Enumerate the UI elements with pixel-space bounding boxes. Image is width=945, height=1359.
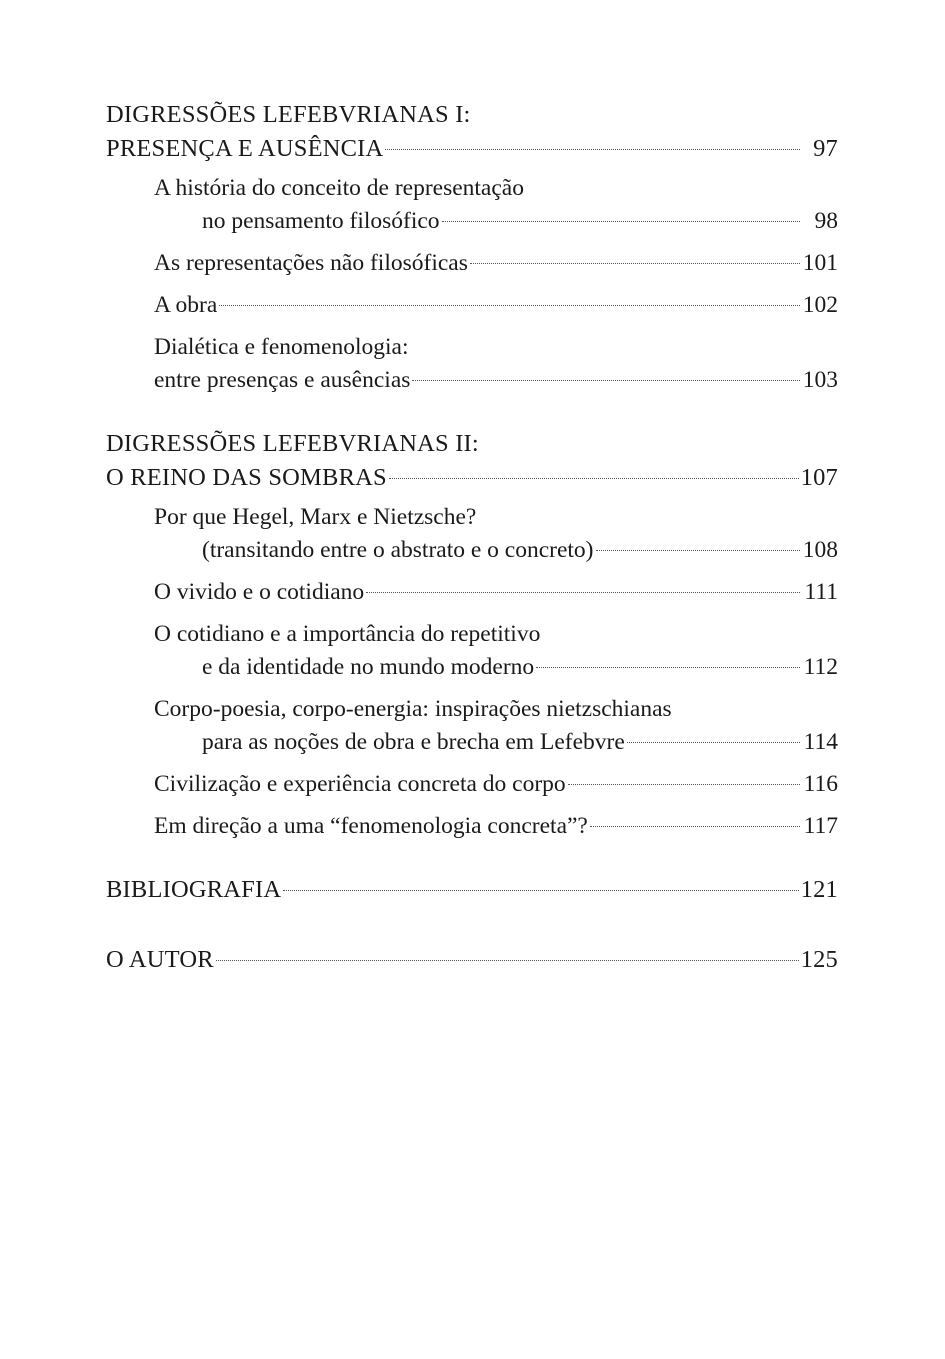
page-number: 117: [803, 813, 838, 839]
entry-line2: [154, 205, 838, 238]
dot-leader: [219, 305, 800, 306]
part-1-title-line1: DIGRESSÕES LEFEBVRIANAS I:: [106, 101, 471, 128]
entry-line1: [154, 289, 838, 322]
dot-leader: [385, 149, 800, 150]
part-2-title-text: O REINO DAS SOMBRAS: [106, 464, 387, 491]
dot-leader: [470, 263, 800, 264]
entry-text: entre presenças e ausências: [154, 367, 411, 393]
table-of-contents: [106, 98, 838, 1013]
toc-entry[interactable]: [154, 289, 838, 322]
toc-bibliography: [106, 873, 838, 907]
entry-text: (transitando entre o abstrato e o concreto): [202, 537, 594, 563]
entry-line1: [154, 247, 838, 280]
entry-text: Civilização e experiência concreta do corpo: [154, 771, 566, 797]
entry-line2: [154, 534, 838, 567]
part-2-title-line1: DIGRESSÕES LEFEBVRIANAS II:: [106, 430, 479, 457]
bibliography-line[interactable]: [106, 873, 838, 907]
toc-part-1: [106, 98, 838, 397]
dot-leader: [568, 784, 800, 785]
toc-entry[interactable]: [154, 172, 838, 238]
part-1-title-text: PRESENÇA E AUSÊNCIA: [106, 135, 384, 162]
entry-text: Em direção a uma “fenomenologia concreta”?: [154, 813, 588, 839]
dot-leader: [389, 478, 799, 479]
page-number: 111: [804, 579, 838, 605]
page-number: 102: [802, 292, 838, 318]
entry-text: no pensamento filosófico: [202, 208, 440, 234]
toc-entry[interactable]: [154, 576, 838, 609]
toc-entry[interactable]: [154, 247, 838, 280]
toc-entry[interactable]: [154, 501, 838, 567]
toc-entry[interactable]: [154, 810, 838, 843]
dot-leader: [627, 742, 800, 743]
toc-part-2: [106, 427, 838, 843]
entry-line2: [154, 651, 838, 684]
dot-leader: [366, 592, 800, 593]
entry-line2: [154, 364, 838, 397]
bibliography-title: BIBLIOGRAFIA: [106, 876, 282, 903]
entry-line1: Dialética e fenomenologia:: [154, 334, 409, 360]
dot-leader: [590, 826, 800, 827]
dot-leader: [216, 960, 799, 961]
page-number: 112: [803, 654, 838, 680]
entry-line1: [154, 768, 838, 801]
toc-entry[interactable]: [154, 618, 838, 684]
entry-text: para as noções de obra e brecha em Lefebvre: [202, 729, 625, 755]
toc-entry[interactable]: [154, 331, 838, 397]
entry-text: A obra: [154, 292, 218, 318]
part-1-entries: [106, 172, 838, 397]
entry-line1: [154, 810, 838, 843]
page-number: 103: [802, 367, 838, 393]
part-2-entries: [106, 501, 838, 843]
part-1-title: [106, 98, 838, 166]
page-number: 97: [813, 135, 838, 162]
author-line[interactable]: [106, 943, 838, 977]
entry-text: As representações não filosóficas: [154, 250, 468, 276]
page-number: 101: [802, 250, 838, 276]
page-number: 114: [803, 729, 838, 755]
page-number: 121: [800, 876, 838, 903]
part-2-title-line2[interactable]: [106, 461, 838, 495]
page-number: 98: [814, 208, 838, 234]
entry-line1: Corpo-poesia, corpo-energia: inspirações nietzschianas: [154, 696, 672, 722]
dot-leader: [596, 550, 800, 551]
entry-line2: [154, 726, 838, 759]
page-number: 125: [800, 946, 838, 973]
toc-entry[interactable]: [154, 768, 838, 801]
dot-leader: [412, 380, 800, 381]
dot-leader: [442, 221, 800, 222]
entry-text: e da identidade no mundo moderno: [202, 654, 535, 680]
entry-line1: Por que Hegel, Marx e Nietzsche?: [154, 504, 477, 530]
page-number: 108: [802, 537, 838, 563]
entry-text: O vivido e o cotidiano: [154, 579, 365, 605]
part-2-title: [106, 427, 838, 495]
page-number: 107: [800, 464, 838, 491]
dot-leader: [536, 667, 800, 668]
entry-line1: O cotidiano e a importância do repetitivo: [154, 621, 541, 647]
dot-leader: [283, 890, 798, 891]
entry-line1: [154, 576, 838, 609]
toc-entry[interactable]: [154, 693, 838, 759]
author-title: O AUTOR: [106, 946, 214, 973]
part-1-title-line2[interactable]: [106, 132, 838, 166]
entry-line1: A história do conceito de representação: [154, 175, 524, 201]
page-number: 116: [803, 771, 838, 797]
toc-author: [106, 943, 838, 977]
